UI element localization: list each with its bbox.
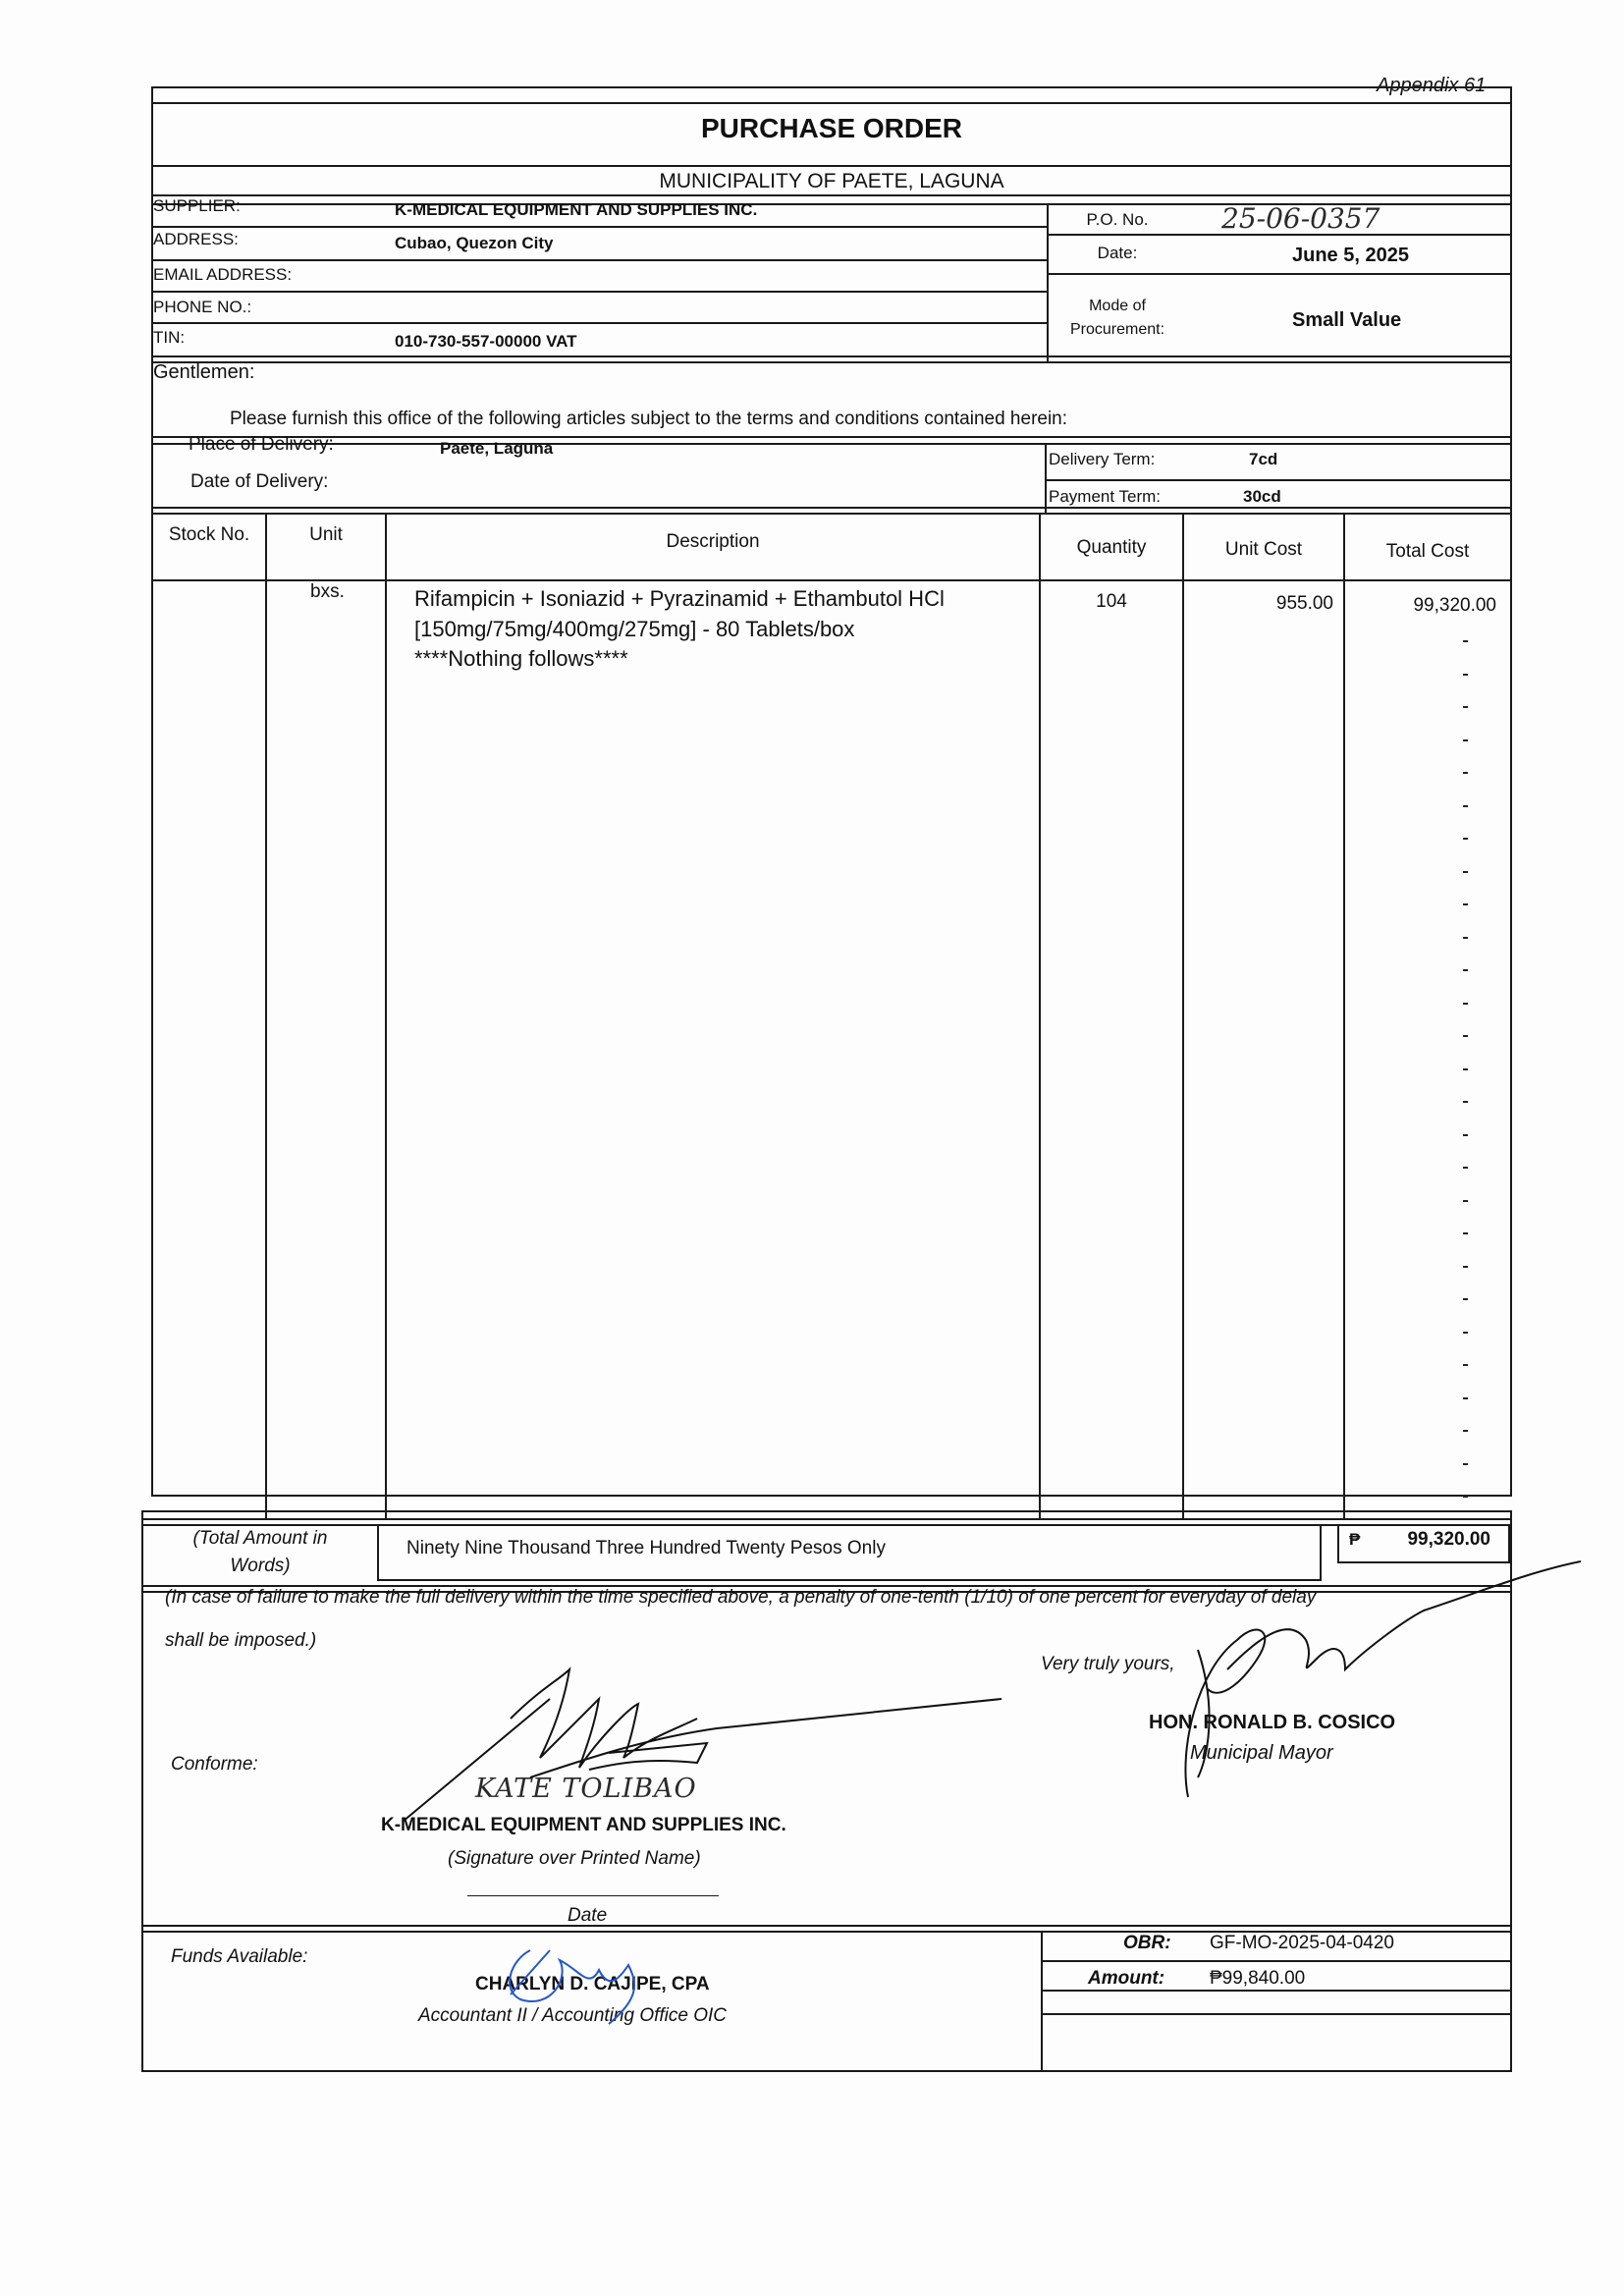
- mode-label-line2: Procurement:: [1069, 321, 1165, 338]
- obr-label: OBR:: [1123, 1933, 1171, 1953]
- empty-row-dash: [1463, 674, 1468, 676]
- total-amount-figure: 99,320.00: [1407, 1529, 1490, 1550]
- nothing-follows-note: ****Nothing follows****: [414, 646, 628, 671]
- instruction-text: Please furnish this office of the following articles subject to the terms and conditions contained herein:: [230, 409, 1068, 429]
- signature-caption: (Signature over Printed Name): [448, 1848, 701, 1869]
- conforme-label: Conforme:: [171, 1754, 258, 1775]
- empty-row-dash: [1463, 1003, 1468, 1005]
- empty-row-dash: [1463, 838, 1468, 840]
- empty-row-dash: [1463, 805, 1468, 807]
- phone-label: PHONE NO.:: [153, 298, 252, 316]
- item-description-line1: Rifampicin + Isoniazid + Pyrazinamid + Ethambutol HCl: [414, 586, 945, 611]
- form-outer-frame: [151, 86, 1512, 1497]
- penalty-clause-line2: shall be imposed.): [165, 1630, 317, 1651]
- supplier-rep-handwritten-name: KATE TOLIBAO: [475, 1774, 697, 1804]
- obr-value: GF-MO-2025-04-0420: [1210, 1933, 1394, 1953]
- peso-sign: ₱: [1349, 1530, 1361, 1549]
- accountant-name: CHARLYN D. CAJIPE, CPA: [475, 1974, 710, 1994]
- address-label: ADDRESS:: [153, 230, 239, 248]
- place-of-delivery-value: Paete, Laguna: [440, 439, 554, 458]
- col-header-total-cost: Total Cost: [1385, 541, 1470, 562]
- payment-term-value: 30cd: [1243, 487, 1281, 506]
- po-date-value: June 5, 2025: [1292, 245, 1409, 266]
- po-number-label: P.O. No.: [1086, 210, 1149, 229]
- page-title: PURCHASE ORDER: [700, 113, 963, 143]
- empty-row-dash: [1463, 1364, 1468, 1366]
- total-words-label-line2: Words): [230, 1556, 291, 1576]
- item-total-cost: 99,320.00: [1413, 595, 1496, 616]
- mode-value: Small Value: [1292, 309, 1402, 331]
- empty-row-dash: [1463, 1298, 1468, 1300]
- tin-value: 010-730-557-00000 VAT: [395, 332, 577, 351]
- email-label: EMAIL ADDRESS:: [153, 265, 293, 284]
- tin-label: TIN:: [153, 328, 186, 347]
- empty-row-dash: [1463, 1035, 1468, 1037]
- empty-row-dash: [1463, 1167, 1468, 1169]
- delivery-term-label: Delivery Term:: [1049, 450, 1156, 468]
- delivery-term-value: 7cd: [1249, 450, 1278, 468]
- empty-row-dash: [1463, 1397, 1468, 1399]
- col-header-unit-cost: Unit Cost: [1224, 539, 1303, 560]
- date-of-delivery-label: Date of Delivery:: [190, 471, 329, 492]
- col-header-quantity: Quantity: [1076, 537, 1147, 558]
- total-amount-in-words: Ninety Nine Thousand Three Hundred Twenty Pesos Only: [406, 1538, 886, 1558]
- appendix-label: Appendix 61: [1377, 75, 1487, 96]
- funds-available-label: Funds Available:: [171, 1946, 308, 1967]
- empty-row-dash: [1463, 1101, 1468, 1103]
- address-value: Cubao, Quezon City: [395, 234, 554, 252]
- empty-row-dash: [1463, 1068, 1468, 1070]
- item-quantity: 104: [1096, 591, 1127, 612]
- salutation: Gentlemen:: [153, 361, 255, 383]
- supplier-signature: [393, 1660, 1021, 1827]
- empty-row-dash: [1463, 1496, 1468, 1498]
- empty-row-dash: [1463, 1332, 1468, 1334]
- empty-row-dash: [1463, 1266, 1468, 1268]
- po-date-label: Date:: [1097, 244, 1138, 262]
- total-words-label-line1: (Total Amount in: [192, 1528, 328, 1549]
- empty-row-dash: [1463, 1232, 1468, 1234]
- mayor-signature: [1168, 1552, 1581, 1807]
- empty-row-dash: [1463, 1134, 1468, 1136]
- supplier-name: K-MEDICAL EQUIPMENT AND SUPPLIES INC.: [395, 200, 758, 219]
- obr-amount-value: ₱99,840.00: [1210, 1968, 1306, 1989]
- accountant-signature: [491, 1940, 668, 2029]
- obr-amount-label: Amount:: [1088, 1968, 1165, 1989]
- po-number-handwritten: 25-06-0357: [1221, 202, 1380, 235]
- empty-row-dash: [1463, 1430, 1468, 1432]
- closing-phrase: Very truly yours,: [1041, 1654, 1175, 1674]
- payment-term-label: Payment Term:: [1049, 487, 1162, 506]
- empty-row-dash: [1463, 706, 1468, 708]
- place-of-delivery-label: Place of Delivery:: [189, 434, 334, 455]
- empty-row-dash: [1463, 937, 1468, 939]
- empty-row-dash: [1463, 640, 1468, 642]
- item-unit: bxs.: [310, 581, 345, 602]
- empty-row-dash: [1463, 1463, 1468, 1465]
- col-header-stock: Stock No.: [168, 524, 250, 545]
- conforme-date-caption: Date: [568, 1905, 608, 1926]
- empty-row-dash: [1463, 772, 1468, 774]
- item-description-line2: [150mg/75mg/400mg/275mg] - 80 Tablets/box: [414, 617, 855, 641]
- accountant-title: Accountant II / Accounting Office OIC: [418, 2005, 728, 2026]
- empty-row-dash: [1463, 903, 1468, 905]
- col-header-description: Description: [666, 531, 760, 552]
- penalty-clause-line1: (In case of failure to make the full delivery within the time specified above, a penalty of one-tenth (1/10) of one percent for everyday of delay: [165, 1587, 1317, 1608]
- supplier-label: SUPPLIER:: [153, 196, 241, 215]
- municipality-name: MUNICIPALITY OF PAETE, LAGUNA: [659, 170, 1004, 192]
- mayor-name: HON. RONALD B. COSICO: [1149, 1712, 1396, 1733]
- col-header-unit: Unit: [309, 524, 343, 545]
- empty-row-dash: [1463, 871, 1468, 873]
- item-unit-cost: 955.00: [1275, 593, 1333, 614]
- mayor-title: Municipal Mayor: [1190, 1742, 1333, 1764]
- empty-row-dash: [1463, 1200, 1468, 1202]
- empty-row-dash: [1463, 969, 1468, 971]
- mode-label-line1: Mode of: [1089, 298, 1146, 314]
- empty-row-dash: [1463, 739, 1468, 741]
- conforme-company: K-MEDICAL EQUIPMENT AND SUPPLIES INC.: [381, 1815, 786, 1835]
